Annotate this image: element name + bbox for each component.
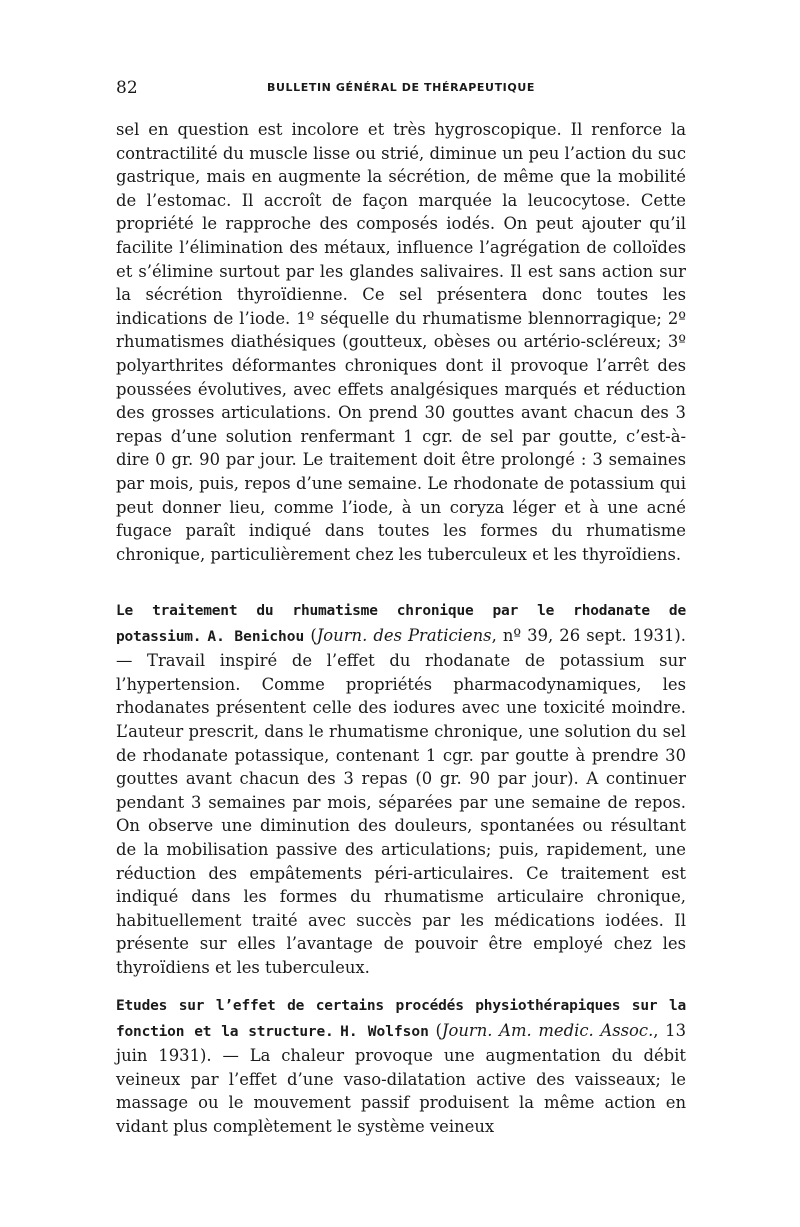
running-title: BULLETIN GÉNÉRAL DE THÉRAPEUTIQUE	[267, 81, 535, 94]
journal-name: Journ. des Praticiens	[316, 625, 492, 645]
article-reference: , nº 39, 26 sept. 1931).	[491, 625, 686, 645]
article-title: Le traitement du rhumatisme chronique par le rhodanate de potassium.	[116, 603, 686, 645]
page-header	[116, 78, 686, 98]
abstract-paragraph	[116, 598, 686, 980]
article-author: A. Benichou	[207, 628, 305, 645]
source-open: (	[310, 625, 317, 645]
article-title: Etudes sur l’effet de certains procédés physiothérapiques sur la fonction et la structure.	[116, 998, 686, 1040]
journal-name: Journ. Am. medic. Assoc.	[441, 1020, 654, 1040]
abstract-physiotherapy	[116, 993, 686, 1139]
abstract-paragraph	[116, 993, 686, 1139]
article-author: H. Wolfson	[340, 1023, 429, 1040]
article-body: — Travail inspiré de l’effet du rhodanate de potassium sur l’hypertension. Comme propriétés pharmacodynamiques, les rhodanates présentent celle des iodures avec une toxicité moindre. L’auteur prescrit, dans le rhumatisme chronique, une solution du sel de rhodanate potassique, contenant 1 cgr. par goutte à prendre 30 gouttes avant chacun des 3 repas (0 gr. 90 par jour). A continuer pendant 3 semaines par mois, séparées par une semaine de repos. On observe une diminution des douleurs, spontanées ou résultant de la mobilisation passive des articulations; puis, rapidement, une réduction des empâtements péri-articulaires. Ce traitement est indiqué dans les formes du rhumatisme articulaire chronique, habituellement traité avec succès par les médications iodées. Il présente sur elles l’avantage de pouvoir être employé chez les thyroïdiens et les tuberculeux.	[116, 651, 686, 977]
paragraph-text: sel en question est incolore et très hygroscopique. Il renforce la contractilité du muscle lisse ou strié, diminue un peu l’action du suc gastrique, mais en augmente la sécrétion, de même que la mobilité de l’estomac. Il accroît de façon marquée la leucocytose. Cette propriété le rapproche des composés iodés. On peut ajouter qu’il facilite l’élimination des métaux, influence l’agrégation de colloïdes et s’élimine surtout par les glandes salivaires. Il est sans action sur la sécrétion thyroïdienne. Ce sel présentera donc toutes les indications de l’iode. 1º séquelle du rhumatisme blennorragique; 2º rhumatismes diathésiques (goutteux, obèses ou artério-scléreux; 3º polyarthrites déformantes chroniques dont il provoque l’arrêt des poussées évolutives, avec effets analgésiques marqués et réduction des grosses articulations. On prend 30 gouttes avant chacun des 3 repas d’une solution renfermant 1 cgr. de sel par goutte, c’est-à-dire 0 gr. 90 par jour. Le traitement doit être prolongé : 3 semaines par mois, puis, repos d’une semaine. Le rhodonate de potassium qui peut donner lieu, comme l’iode, à un coryza léger et à une acné fugace paraît indiqué dans toutes les formes du rhumatisme chronique, particulièrement chez les tuberculeux et les thyroïdiens.	[116, 120, 686, 564]
page-number: 82	[116, 78, 138, 98]
source-open: (	[435, 1020, 442, 1040]
paragraph-continuation	[116, 118, 686, 566]
article-body: — La chaleur provoque une augmentation du débit veineux par l’effet d’une vaso-dilatation active des vaisseaux; le massage ou le mouvement passif produisent la même action en vidant plus complètement le système veineux	[116, 1046, 686, 1136]
article-reference: , 13 juin 1931).	[116, 1020, 686, 1066]
abstract-rhodanate	[116, 598, 686, 980]
